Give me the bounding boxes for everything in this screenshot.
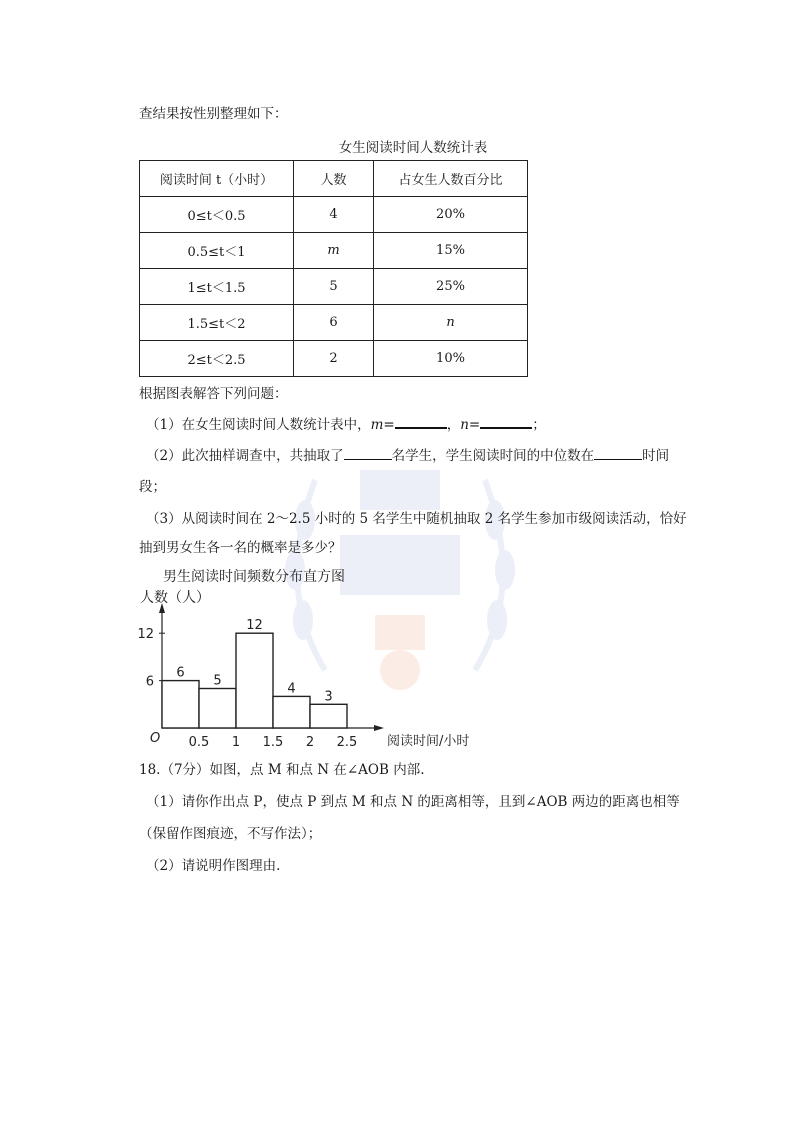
histogram-bar — [273, 696, 310, 728]
table-cell: 20% — [374, 197, 528, 233]
x-tick-label: 0.5 — [188, 735, 210, 750]
q18-line1: 18.（7分）如图，点 M 和点 N 在∠AOB 内部. — [139, 762, 425, 778]
q1-separator: ， — [446, 417, 461, 433]
table-header-row — [140, 161, 528, 197]
chart-title: 男生阅读时间频数分布直方图 — [163, 569, 345, 585]
table-header: 占女生人数百分比 — [374, 161, 528, 197]
intro-text: 查结果按性别整理如下： — [139, 106, 288, 122]
histogram-bar — [199, 689, 236, 729]
bar-value-label: 5 — [213, 673, 222, 689]
table-title: 女生阅读时间人数统计表 — [338, 140, 488, 156]
x-axis-arrow — [374, 725, 384, 731]
bar-value-label: 12 — [246, 618, 263, 634]
q18-line2: （1）请你作出点 P，使点 P 到点 M 和点 N 的距离相等，且到∠AOB 两边的距离也相等 — [146, 794, 680, 810]
question-3-line1: （3）从阅读时间在 2～2.5 小时的 5 名学生中随机抽取 2 名学生参加市级阅读活动，恰好 — [146, 511, 687, 527]
histogram-chart — [137, 588, 470, 758]
table-cell: 0≤t＜0.5 — [140, 197, 294, 233]
q1-m-blank[interactable] — [395, 413, 447, 429]
table-cell: 0.5≤t＜1 — [140, 233, 294, 269]
q2-part-b: 名学生，学生阅读时间的中位数在 — [391, 448, 595, 464]
origin-label: O — [150, 731, 161, 746]
bar-value-label: 3 — [324, 689, 333, 705]
table-row — [140, 197, 528, 233]
q2-median-blank[interactable] — [594, 445, 642, 460]
q2-part-c: 时间 — [642, 448, 670, 464]
bar-value-label: 6 — [176, 665, 185, 681]
question-1 — [146, 413, 546, 435]
questions-intro: 根据图表解答下列问题： — [139, 386, 288, 402]
x-tick-label: 2 — [305, 735, 315, 750]
table-cell: 15% — [374, 233, 528, 269]
table-row — [140, 341, 528, 377]
table-cell: 1.5≤t＜2 — [140, 305, 294, 341]
y-axis-label: 人数（人） — [140, 590, 210, 606]
y-tick-label: 6 — [145, 674, 154, 690]
table-header: 人数 — [294, 161, 374, 197]
table-row — [140, 233, 528, 269]
table-cell: 10% — [374, 341, 528, 377]
x-tick-label: 2.5 — [336, 735, 358, 750]
table-cell: 2≤t＜2.5 — [140, 341, 294, 377]
table-row — [140, 305, 528, 341]
histogram-bar — [236, 633, 273, 728]
table-cell: 25% — [374, 269, 528, 305]
table-cell: 1≤t＜1.5 — [140, 269, 294, 305]
y-tick-label: 12 — [137, 627, 154, 643]
q1-n-blank[interactable] — [480, 413, 532, 429]
question-3-line2: 抽到男女生各一名的概率是多少？ — [139, 540, 342, 556]
table-cell: m — [294, 233, 374, 269]
table-cell: 5 — [294, 269, 374, 305]
q2-part-a: （2）此次抽样调查中，共抽取了 — [146, 448, 344, 464]
histogram-bar — [162, 681, 199, 728]
bar-value-label: 4 — [287, 681, 296, 697]
x-tick-label: 1 — [231, 735, 241, 750]
table-header: 阅读时间 t（小时） — [140, 161, 294, 197]
x-tick-label: 1.5 — [262, 735, 284, 750]
q1-n-label: n= — [460, 417, 481, 433]
question-2-cont: 段； — [139, 479, 166, 495]
q18-line3: （保留作图痕迹，不写作法）； — [139, 826, 322, 842]
x-axis-label: 阅读时间/小时 — [387, 734, 470, 749]
q1-prefix: （1）在女生阅读时间人数统计表中， — [146, 417, 371, 433]
q18-line4: （2）请说明作图理由. — [146, 858, 281, 874]
histogram-bar — [310, 704, 347, 728]
table-cell: 2 — [294, 341, 374, 377]
q1-m-label: m= — [370, 417, 395, 433]
girls-reading-table — [139, 160, 528, 377]
table-cell: n — [374, 305, 528, 341]
question-2 — [146, 445, 669, 466]
q2-count-blank[interactable] — [344, 445, 392, 460]
table-cell: 4 — [294, 197, 374, 233]
table-row — [140, 269, 528, 305]
table-cell: 6 — [294, 305, 374, 341]
q1-end: ； — [532, 417, 546, 433]
